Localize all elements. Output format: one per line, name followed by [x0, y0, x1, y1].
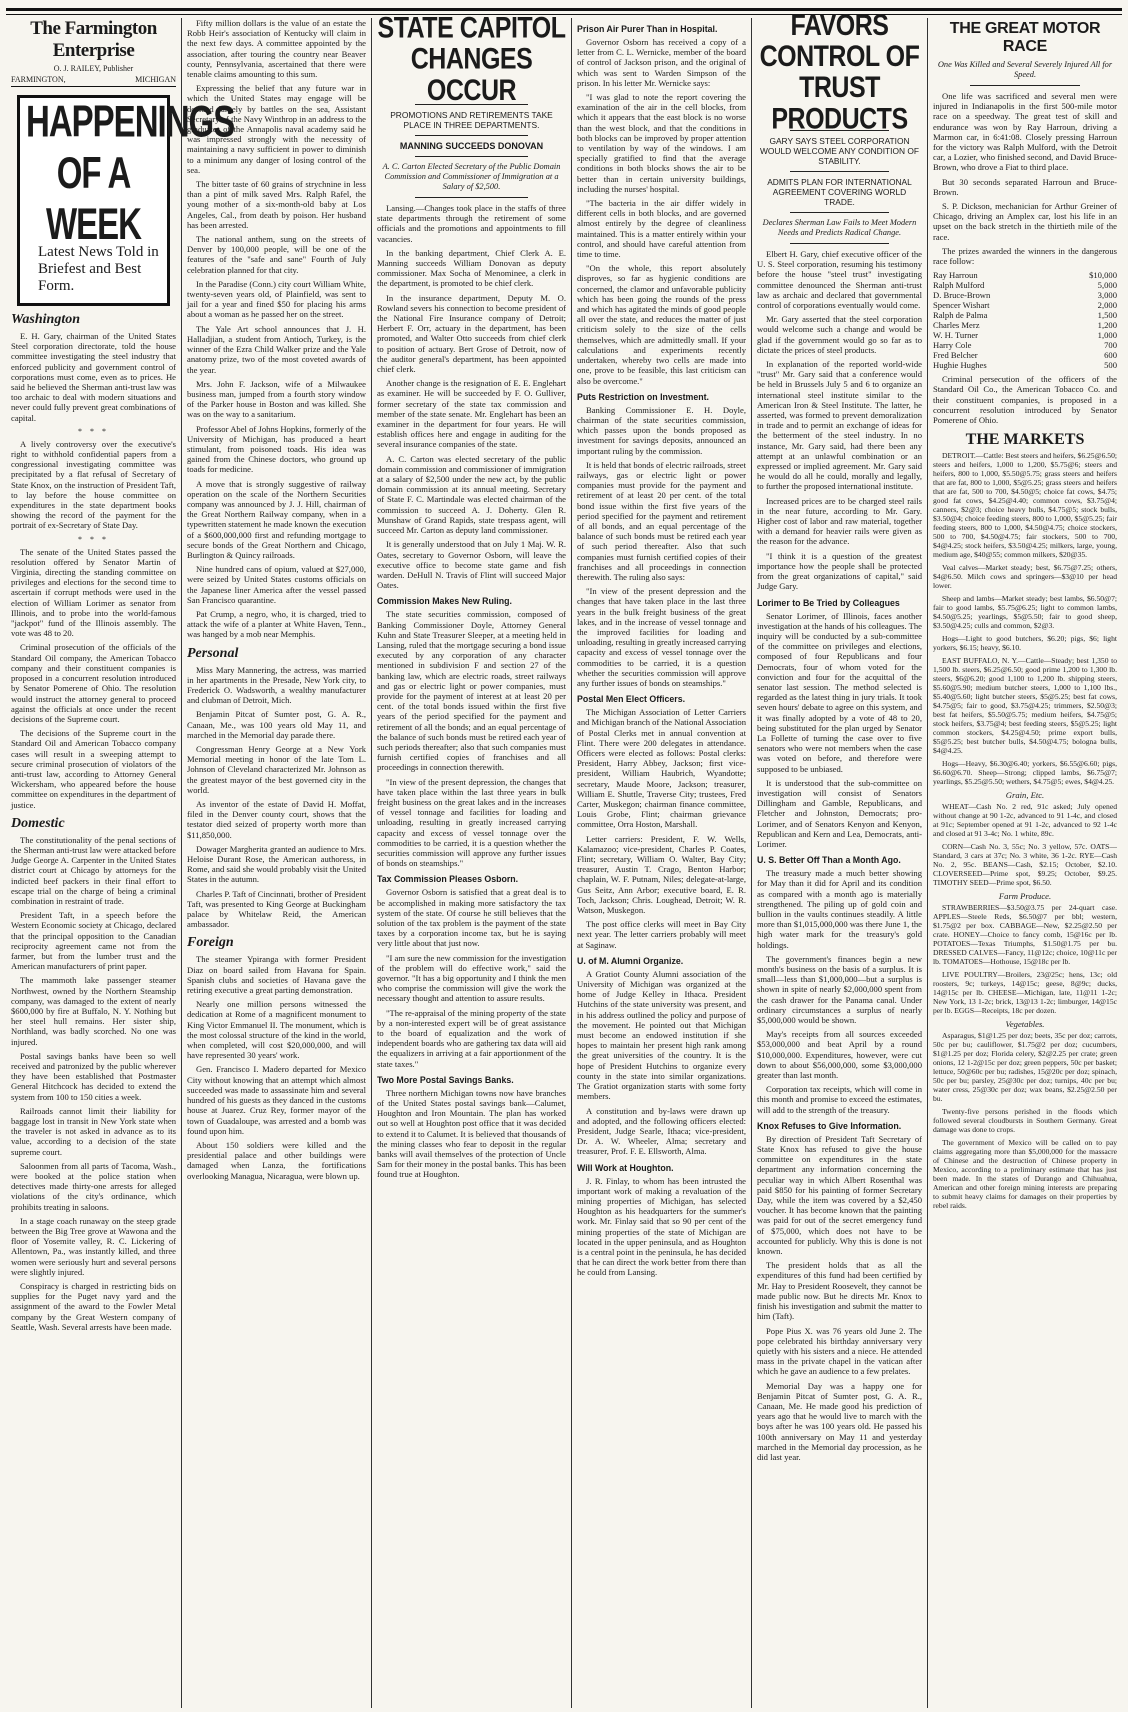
article-paragraph: In the insurance department, Deputy M. O. Rowland severs his connection to become president of the National Fire Insurance company of Detroit; Herbert F. Orr, actuary in the department, has been promoted, and Walter Otto succeeds from chief clerk to position of actuary. Bert Grose of Detroit, now of the auditor general's department, has been appointed chief clerk. — [377, 292, 566, 375]
deck: GARY SAYS STEEL CORPORATION WOULD WELCOME ANY CONDITION OF STABILITY. — [760, 136, 919, 166]
subheading: Commission Makes New Ruling. — [377, 596, 512, 607]
winner-amount: 1,000 — [1097, 330, 1117, 341]
columns — [6, 8, 1122, 1708]
winner-name: Spencer Wishart — [933, 300, 990, 311]
masthead — [11, 18, 176, 87]
article-paragraph: Lansing.—Changes took place in the staffs of three state departments through the retirement of some officials and the promotions and appointments to fill vacancies. — [377, 203, 566, 244]
subheading: Lorimer to Be Tried by Colleagues — [757, 597, 900, 608]
article-paragraph: The bitter taste of 60 grains of strychnine in less than a pint of milk saved Mrs. Ralph Rafel, the young mother of a six-month-old baby at Los Angeles, Cal., from death by poison. Her husband has been arrested. — [187, 179, 366, 230]
market-paragraph: CORN—Cash No. 3, 55c; No. 3 yellow, 57c. OATS—Standard, 3 cars at 37c; No. 3 white, 36 1-2c. RYE—Cash No. 2, 95c. BEANS—Cash, $2.15; October, $2.10. CLOVERSEED—Prime spot, $9.25; October, $9.25. TIMOTHY SEED—Prime spot, $6.50. — [933, 842, 1117, 888]
article-paragraph: Banking Commissioner E. H. Doyle, chairman of the state securities commission, which passes upon the bonds proposed as investment for savings deposits, announced an important ruling by the commission. — [577, 404, 746, 456]
separator: * * * — [78, 534, 109, 544]
subheading: Tax Commission Pleases Osborn. — [377, 874, 519, 885]
article-paragraph: "In view of the present depression and the changes that have taken place in the last three years in the bulk freight business of the great lakes, and in the increase of vessel tonnage and the improved facilities for loading and unloading, resulting in greatly increased carrying capacity and excess of vessel tonnage over the commodities to be carried, it is a question whether the securities commission will approve any further issues of bonds on steamships." — [577, 586, 746, 688]
place-left: FARMINGTON, — [11, 75, 66, 84]
article-paragraph: Mrs. John F. Jackson, wife of a Milwaukee business man, jumped from a fourth story window of the Parker house in Boston and was killed. She was on the way to a sanitarium. — [187, 378, 366, 420]
deck: One Was Killed and Several Severely Injured All for Speed. — [937, 60, 1113, 79]
deck: Declares Sherman Law Fails to Meet Modern Needs and Predicts Radical Change. — [762, 218, 917, 237]
article-paragraph: Memorial Day was a happy one for Benjamin Pitcat of Sumter post, G. A. R., Canaan, Me. He made good his prediction of years ago that he would live to march with the boys after he was 100 years old. He passed his 100th anniversary on May 11 and yesterday marched in the Memorial day procession, as he did last year. — [757, 1380, 922, 1462]
winner-amount: $10,000 — [1089, 270, 1117, 281]
article-paragraph: "The bacteria in the air differ widely in different cells in both blocks, and are governed almost entirely by the degree of cleanliness maintained. This is a matter entirely within your control, and should have careful attention from time to time. — [577, 198, 746, 260]
article-paragraph: A move that is strongly suggestive of railway operation on the scale of the Northern Securities company was announced by J. J. Hill, chairman of the Great Northern Railway company, when in a typewritten statement he made known the execution of a $600,000,000 first and refunding mortgage to secure bonds of the Great Northern and Chicago, Burlington & Quincy railroads. — [187, 478, 366, 560]
markets-heading: THE MARKETS — [965, 431, 1085, 449]
article-paragraph: "The re-appraisal of the mining property of the state by a non-interested expert will be of great assistance to the board of equalization and the work of independent boards who are gathering tax data will aid the equalizers in arriving at a fair apportionment of the state taxes." — [377, 1007, 566, 1069]
winner-amount: 3,000 — [1097, 290, 1117, 301]
article-paragraph: Charles P. Taft of Cincinnati, brother of President Taft, was presented to King George at Buckingham palace by Whitelaw Reid, the American ambassador. — [187, 888, 366, 930]
article-paragraph: Governor Osborn has received a copy of a letter from C. L. Wernicke, member of the board of control of Jackson prison, and the original of which was sent to Warden Simpson of the prison. In his letter Mr. Wernicke says: — [577, 37, 746, 88]
market-paragraph: Hogs—Light to good butchers, $6.20; pigs, $6; light yorkers, $6.15; heavy, $6.10. — [933, 634, 1117, 653]
place-right: MICHIGAN — [135, 75, 176, 84]
happenings-tagline: Latest News Told in Briefest and Best Form. — [38, 244, 159, 294]
prize-row — [933, 330, 1117, 340]
prize-row — [933, 270, 1117, 280]
winner-name: Harry Cole — [933, 340, 972, 351]
subheading: Knox Refuses to Give Information. — [757, 1120, 902, 1131]
article-paragraph: The prizes awarded the winners in the dangerous race follow: — [933, 245, 1117, 267]
article-paragraph: Elbert H. Gary, chief executive officer of the U. S. Steel corporation, resuming his testimony before the house "steel trust" investigating committee denounced the Sherman anti-trust law as archaic and declared that governmental control of corporations eventually would come. — [757, 249, 922, 311]
market-paragraph: WHEAT—Cash No. 2 red, 91c asked; July opened without change at 90 1-2c, advanced to 91 1-4c, and closed at 91c; September opened at 91 1-2c, advanced to 92 1-4c and closed at 91 3-4c; No. 1 white, 89c. — [933, 802, 1117, 839]
article-paragraph: Letter carriers: President, F. W. Wells, Kalamazoo; vice-president, Charles P. Coates, Flint; secretary, William O. Walter, Bay City; treasurer, Austin T. Crago, Benton Harbor; chaplain, W. F. Putnam, Niles; delegate-at-large, Gus Seitz, Ann Arbor; executive board, E. R. Toch, Jackson; Chris. Loughead, Detroit; W. R. Watson, Muskegon. — [577, 833, 746, 916]
subheading: Puts Restriction on Investment. — [577, 391, 709, 402]
article-paragraph: The president holds that as all the expenditures of this fund had been certified by Mr. Hay to President Roosevelt, they cannot be made public now. But he directs Mr. Knox to finish his investigation and submit the matter to him (Taft). — [757, 1260, 922, 1322]
article-paragraph: Benjamin Pitcat of Sumter post, G. A. R., Canaan, Me., was 100 years old May 11, and marched in the Memorial day parade there. — [187, 709, 366, 740]
happenings-banner — [17, 95, 235, 306]
prize-row — [933, 350, 1117, 360]
market-subheading: Vegetables. — [1005, 1019, 1045, 1030]
article-paragraph: The post office clerks will meet in Bay City next year. The letter carriers probably will meet at Saginaw. — [577, 919, 746, 950]
section-personal: Personal — [187, 645, 239, 661]
winner-name: Ralph de Palma — [933, 310, 988, 321]
subheading: U. S. Better Off Than a Month Ago. — [757, 855, 901, 866]
winner-amount: 700 — [1104, 340, 1117, 351]
article-paragraph: About 150 soldiers were killed and the presidential palace and other buildings were damaged when Lanza, the fortifications overlooking Managua, Nicaragua, were blown up. — [187, 1139, 366, 1181]
article-paragraph: But 30 seconds separated Harroun and Bruce-Brown. — [933, 176, 1117, 197]
article-paragraph: A Gratiot County Alumni association of the University of Michigan was organized at the home of Judge Kelley in Ithaca. President Hutchins of the state university was present, and in his address outlined the policy and purpose of the movement. He pointed out that Michigan must become an endowed institution if she hopes to maintain her present high rank among the great universities of the country. It is the hope of President Hutchins to organize every county in the state into similar organizations. The Gratiot organization starts with some forty members. — [577, 968, 746, 1102]
article-paragraph: Criminal persecution of the officers of the Standard Oil Co., the American Tobacco Co. and their constituent companies, is proposed in a concurrent resolution introduced by Senator Pomerene of Ohio. — [933, 374, 1117, 426]
article-paragraph: Governor Osborn is satisfied that a great deal is to be accomplished in making more satisfactory the tax system of the state. Of course he still believes that the solution of the tax problem is the payment of the state taxes by a corporation income tax, but he is saying very little about that just now. — [377, 887, 566, 949]
article-paragraph: "I was glad to note the report covering the examination of the air in the cell blocks, from which it appears that the east block is no worse than the west block, and that the conditions in both blocks can be improved by proper attention to ventilation by way of the windows. I am specially gratified to find that the average conditions in both blocks shows the air to be better than in certain university buildings, including the nurses' hospital. — [577, 92, 746, 194]
article-paragraph: One life was sacrificed and several men were injured in Indianapolis in the first 500-mile motor race on a speedway. The great test of skill and endurance was won by Ray Harroun, driving a Marmon car, in 6:41:08. Closely pressing Harroun for the victory was Ralph Mulford, with the Detroit car, a Lozier, who finished second, and David Bruce-Brown, who drove a Fiat to third place. — [933, 91, 1117, 173]
article-paragraph: It is understood that the sub-committee on investigation will consist of Senators Dillingham and Gamble, Republicans, and Fletcher and Johnston, Democrats; pro-Lorimer, and of Senators Kenyon and Kenyon, Republican and Kern and Lea, Democrats, anti-Lorimer. — [757, 777, 922, 849]
deck: MANNING SUCCEEDS DONOVAN — [399, 141, 544, 151]
article-paragraph: In explanation of the reported world-wide "trust" Mr. Gary said that a conference would be held in Brussels July 5 and 6 to organize an international steel institute similar to the American Iron & Steel Institute. The latter, he asserted, was formed to prevent demoralization in trade and to permit an exchange of ideas for the betterment of the steel industry. In no instance, Mr. Gary said, had there been any attempt at an unlawful combination or an expressed or implied agreement. Mr. Gary said he would do all he could, morally and legally, to further the proposed international institute. — [757, 359, 922, 492]
market-paragraph: Hogs—Heavy, $6.30@6.40; yorkers, $6.55@6.60; pigs, $6.60@6.70. Sheep—Strong; clipped lambs, $6.75@7; yearlings, $5.25@5.50; wethers, $4.75@5; ewes, $4@4.25. — [933, 759, 1117, 787]
article-paragraph: Nine hundred cans of opium, valued at $27,000, were seized by United States customs officials on the Japanese liner America after the vessel passed San Francisco quarantine. — [187, 564, 366, 605]
article-paragraph: Professor Abel of Johns Hopkins, formerly of the University of Michigan, has produced a heart stimulant, from poisoned toads. His idea was gained from the Chinese doctors, who ground up toads for medicine. — [187, 423, 366, 475]
article-paragraph: "I am sure the new commission for the investigation of the problem will do effective work," said the governor. "It has a big opportunity and I think the men who comprise the commission will give the work the necessary thought and attention to assure results. — [377, 952, 566, 1004]
column-3 — [372, 10, 572, 1708]
rule — [790, 243, 889, 244]
deck: ADMITS PLAN FOR INTERNATIONAL AGREEMENT COVERING WORLD TRADE. — [767, 177, 912, 207]
prize-row — [933, 310, 1117, 320]
deck: PROMOTIONS AND RETIREMENTS TAKE PLACE IN THREE DEPARTMENTS. — [390, 110, 553, 130]
winner-name: Fred Belcher — [933, 350, 978, 361]
winner-amount: 1,500 — [1097, 310, 1117, 321]
article-paragraph: Congressman Henry George at a New York Memorial meeting in honor of the late Tom L. Johnson of Cleveland characterized Mr. Johnson as the greatest mayor of the best governed city in the world. — [187, 744, 366, 795]
prize-row — [933, 360, 1117, 370]
place-line — [11, 75, 176, 87]
winner-name: Charles Merz — [933, 320, 980, 331]
article-paragraph: Twenty-five persons perished in the floods which followed several cloudbursts in Southern Germany. Great damage was done to crops. — [933, 1107, 1117, 1135]
rule — [790, 212, 889, 213]
rule — [790, 171, 889, 172]
prize-row — [933, 290, 1117, 300]
market-subheading: Grain, Etc. — [1005, 790, 1045, 801]
article-paragraph: The government's finances begin a new month's business on the basis of a surplus. It is small—less than $1,000,000—but a surplus is shown in spite of nearly $2,000,000 spent from the cash drawer for the Panama canal. Under ordinary circumstances a surplus of nearly $5,000,000 would be shown. — [757, 953, 922, 1026]
article-paragraph: The national anthem, sung on the streets of Denver by 100,000 people, will be one of the features of the "safe and sane" Fourth of July celebration planned for that city. — [187, 234, 366, 275]
market-paragraph: Asparagus, $1@1.25 per doz; beets, 35c per doz; carrots, 50c per bu; cauliflower, $1.75@2 per doz; cucumbers, $1@1.25 per doz; Florida celery, $2@2.25 per crate; green onions, 12 1-2@15c per doz; green peppers, 50c per basket; lettuce, 50@60c per bu; radishes, 15@20c per doz; spinach, 50c per bu; parsley, 25@30c per doz; turnips, 40c per bu; water cress, 25@30c per doz; wax beans, $2.25@2.50 per bu. — [933, 1031, 1117, 1104]
article-paragraph: A lively controversy over the executive's right to withhold confidential papers from a congressional investigating committee was precipitated by a flat refusal of Secretary of State Knox, on the instruction of President Taft, to lay before the house committee on expenditures in the state department books showing the record of the payment for the portrait of ex-Secretary of State Day. — [11, 438, 176, 531]
article-paragraph: S. P. Dickson, mechanician for Arthur Greiner of Chicago, driving an Amplex car, lost his life in an upset on the back stretch in the thirtieth mile of the race. — [933, 201, 1117, 242]
article-paragraph: President Taft, in a speech before the Western Economic society at Chicago, declared that the principal opposition to the Canadian reciprocity agreement came not from the farmer, but from the lumber trust and the American manufacturers of print paper. — [11, 910, 176, 972]
article-paragraph: It is held that bonds of electric railroads, street railways, gas or electric light or power companies must provide for the payment and retirement of at least 20 per cent. of the total bond issue within the first five years of the period specified for the payment and retirement of all bonds, and an equal percentage of the balance of such bonds must be retired each year of such period thereafter. Also that such companies must furnish certified copies of their franchises and all proceedings in connection therewith. The ruling also says: — [577, 459, 746, 582]
article-paragraph: Saloonmen from all parts of Tacoma, Wash., were booked at the police station when detectives made thirty-one arrests for alleged violations of the city's ordinance, which prohibits treating in saloons. — [11, 1160, 176, 1212]
section-domestic: Domestic — [11, 815, 65, 831]
subheading: Will Work at Houghton. — [577, 1162, 674, 1173]
article-paragraph: The Yale Art school announces that J. H. Halladjian, a student from Antioch, Turkey, is the winner of the Ezra Child Walker prize and the Yale anatomy prize, two of the most coveted awards of the year. — [187, 323, 366, 375]
rule — [415, 156, 528, 157]
article-paragraph: Criminal prosecution of the officials of the Standard Oil company, the American Tobacco company and their constituent companies is proposed in a concurrent resolution introduced by Senator Pomerene of Ohio. The resolution would instruct the attorney general to proceed against the officials at once under the recent decisions of the Supreme court. — [11, 642, 176, 724]
article-paragraph: "On the whole, this report absolutely disproves, so far as hygienic conditions are concerned, the clamor and unfavorable publicity which has been going the rounds of the press and which has agitated the minds of good people all over the state, and reduces the matter of just criticism solely to the size of the cells themselves, which are admittedly small. If your calculations and experiments recently undertaken, whereby two cells are made into one, prove to be feasible, this last criticism can also be overcome." — [577, 263, 746, 386]
article-paragraph: Gen. Francisco I. Madero departed for Mexico City without knowing that an attempt which almost succeeded was made to assassinate him and several hundred of his guests as they danced in the customs house at Juarez. Cruz Rey, former mayor of the town of Guadaloupe, was arrested and a bomb was found upon him. — [187, 1064, 366, 1136]
article-paragraph: The state securities commission, composed of Banking Commissioner Doyle, Attorney General Kuhn and State Treasurer Sleeper, at a meeting held in Lansing, ruled that the mortgage securing a bond issue executed by any corporation of any character mentioned in subdivision F and section 27 of the banking law, which are electric roads, street railways and gas or electric light or power companies, must provide for the payment of interest at at least 20 per cent. of the total bonds issued within the first five years of the period specified for the payment and retirement of all the bonds; and an equal percentage of the balance of such bonds must be retired each year of such periods thereafter; also that such companies must furnish certified copies of franchises and all proceedings in connection therewith. — [377, 609, 566, 773]
rule — [970, 85, 1080, 86]
article-paragraph: "I think it is a question of the greatest importance how the people shall be protected from the great organizations of capital," said Judge Gary. — [757, 550, 922, 592]
winner-name: W. H. Turner — [933, 330, 979, 341]
market-paragraph: DETROIT.—Cattle: Best steers and heifers, $6.25@6.50; steers and heifers, 1,000 to 1,200, $5.75@6; steers and heifers, 800 to 1,000, $5.50@5.75; grass steers and heifers that are fat, 800 to 1,000, $5@5.25; grass steers and heifers that are fat, 500 to 700, $4.50@5; choice fat cows, $4.75; good fat cows, $4.25@4.40; common cows, $3.75@4; canners, $2@3; choice heavy bulls, $4.75@5; stock bulls, $3.50@4; choice feeding steers, 800 to 1,000, $5@5.25; fair feeding steers, 800 to 1,000, $4.50@4.75; choice stockers, 500 to 700, $4.50@4.75; fair stockers, 500 to 700, $4@4.25; stock heifers, $3.50@4.25; milkers, large, young, medium age, $40@55; common milkers, $20@35. — [933, 451, 1117, 560]
article-paragraph: In the Paradise (Conn.) city court William White, twenty-seven years old, of Plainfield, was sent to jail for a year and fined $50 for placing his arms about a woman as he passed her on the street. — [187, 278, 366, 320]
article-paragraph: Conspiracy is charged in restricting bids on supplies for the Puget navy yard and the assignment of the award to the Fowler Metal company by the Great Western company of Seattle, Wash. Several arrests have been made. — [11, 1281, 176, 1332]
prize-table — [933, 270, 1117, 370]
article-paragraph: The decisions of the Supreme court in the Standard Oil and American Tobacco company cases will result in a sweeping attempt to secure criminal prosecution of violators of the anti-trust law, according to Attorney General Wickersham, who appeared before the house committee on expenditures in the department of justice. — [11, 728, 176, 810]
subheading: Prison Air Purer Than in Hospital. — [577, 24, 718, 34]
subheading: Two More Postal Savings Banks. — [377, 1074, 514, 1085]
article-paragraph: Mr. Gary asserted that the steel corporation would welcome such a change and would be glad if the government would go so far as to dictate the prices of steel products. — [757, 314, 922, 355]
article-paragraph: May's receipts from all sources exceeded $53,000,000 and beat April by a round $10,000,000. Expenditures, however, were cut down to about $56,000,000, some $3,000,000 greater than last month. — [757, 1029, 922, 1081]
article-paragraph: Senator Lorimer, of Illinois, faces another investigation at the hands of his colleagues. The inquiry will be conducted by a sub-committee of the committee on privileges and elections, composed of four Republicans and four Democrats, four of whom voted for the conviction and four for the acquittal of the senator last session. The method selected is regarded as the latest thing in jury trials. It took seven hours' debate to agree on this system, and it was finally adopted by a vote of 48 to 20, being substituted for the plan urged by Senator La Follette of turning the case over to five senators who were not members when the case was voted on before, and therefore were supposed to be unbiased. — [757, 610, 922, 774]
winner-name: Hughie Hughes — [933, 360, 987, 371]
headline-motor-race: THE GREAT MOTOR RACE — [949, 20, 1101, 55]
section-foreign: Foreign — [187, 935, 234, 951]
column-4 — [572, 18, 752, 1708]
article-paragraph: Pope Pius X. was 76 years old June 2. The pope celebrated his birthday anniversary very quietly with his sisters and a niece. He attended mass in the private chapel in the vatican after which he gave an audience to a few prelates. — [757, 1325, 922, 1377]
column-6 — [928, 18, 1122, 1708]
column-2 — [182, 18, 372, 1708]
article-paragraph: The mammoth lake passenger steamer Northwest, owned by the Northern Steamship company, was damaged to the extent of nearly $600,000 by fire at Buffalo, N. Y. Nothing but her steel hull remains. Her sister ship, Northland, was badly scorched. No one was injured. — [11, 975, 176, 1047]
rule — [415, 135, 528, 136]
section-washington: Washington — [11, 312, 80, 327]
article-paragraph: The steamer Ypiranga with former President Diaz on board sailed from Havana for Spain. Spanish clubs and societies of Havana gave the retiring executive a great parting demonstration. — [187, 954, 366, 996]
market-paragraph: LIVE POULTRY—Broilers, 23@25c; hens, 13c; old roosters, 9c; turkeys, 14@15c; geese, 8@9c; ducks, 14@15c per lb. CHEESE—Michigan, late, 11@11 1-2c; New York, 13 1-2c; brick, 13@13 1-2c; limburger, 14@15c per lb. EGGS—Receipts, 18c per dozen. — [933, 970, 1117, 1016]
headline-state-capitol: STATE CAPITOL CHANGES OCCUR — [377, 10, 566, 107]
prize-row — [933, 300, 1117, 310]
market-subheading: Farm Produce. — [998, 891, 1052, 902]
market-paragraph: STRAWBERRIES—$3.50@3.75 per 24-quart case. APPLES—Steele Reds, $6.50@7 per bbl; western, $1.75@2 per box. CABBAGE—New, $2.25@2.50 per crate. HONEY—Choice to fancy comb, 15@16c per lb. POTATOES—Texas Triumphs, $1.50@1.75 per bu. DRESSED CALVES—Fancy, 11@12c; choice, 10@11c per lb. TOMATOES—Hothouse, 15@18c per lb. — [933, 903, 1117, 967]
subheading: U. of M. Alumni Organize. — [577, 955, 684, 966]
winner-amount: 2,000 — [1097, 300, 1117, 311]
article-paragraph: In the banking department, Chief Clerk A. E. Manning succeeds William Donovan as deputy commissioner. Max Socha of Menominee, a clerk in the department, is promoted to be chief clerk. — [377, 247, 566, 289]
market-paragraph: Veal calves—Market steady; best, $6.75@7.25; others, $4@6.50. Milch cows and springers—$3@10 per head lower. — [933, 563, 1117, 591]
separator: * * * — [78, 426, 109, 436]
article-paragraph: The government of Mexico will be called on to pay claims aggregating more than $5,000,000 for the massacre of Chinese and the destruction of Chinese property in Mexico, according to a preliminary estimate that has just been made. In the states of Durango and Chihuahua, American and other foreign mining interests are preparing to submit heavy claims for damages on their properties by rebel raids. — [933, 1138, 1117, 1211]
article-paragraph: The treasury made a much better showing for May than it did for April and its condition as compared with a month ago is materially strengthened. The piling up of gold coin and bullion in the vaults continues steadily. A little more than $1,015,000,000 was there June 1, the high water mark for the treasury's gold holdings. — [757, 868, 922, 950]
article-paragraph: The Michigan Association of Letter Carriers and Michigan branch of the National Association of Postal Clerks met in annual convention at Flint. There were 200 delegates in attendance. Officers were elected as follows: Postal clerks: President, Harry Abbey, Jackson; first vice-president, William Haubrich, Wyandotte; secretary, Maude Moore, Jackson; treasurer, William E. Shuttle, Traverse City; trustees, Fred Carter, Muskegon; chairman finance committee, Louis Grobe, Flint; chairman grievance committee, Orra Hoston, Marshall. — [577, 707, 746, 830]
publisher-line: O. J. RAILEY, Publisher — [53, 64, 134, 73]
winner-name: Ray Harroun — [933, 270, 978, 281]
prize-row — [933, 280, 1117, 290]
article-paragraph: Expressing the belief that any future war in which the United States may engage will be decided largely by battles on the sea, Assistant Secretary of the Navy Winthrop in an address to the graduates of the Annapolis naval academy said he was impressed strongly with the necessity of maintaining a navy sufficient in power to diminish to a minimum any danger of losing control of the sea. — [187, 83, 366, 175]
prize-row — [933, 340, 1117, 350]
article-paragraph: Nearly one million persons witnessed the dedication at Rome of a magnificent monument to King Victor Emmanuel II. The monument, which is the most colossal structure of the kind in the world, when completed, will cost $20,000,000, and will have represented 30 years' work. — [187, 999, 366, 1061]
happenings-title: HAPPENINGS OF A WEEK — [26, 96, 235, 249]
article-paragraph: A. C. Carton was elected secretary of the public domain commission and commissioner of immigration at a salary of $2,500 under the new act, by the public domain commission at its annual meeting. Secretary of State F. C. Martindale was elected chairman of the commission to succeed A. J. Doherty. Glen R. Munshaw of Grand Rapids, state trespass agent, will succeed Mr. Carton as deputy land commissioner. — [377, 453, 566, 536]
prize-row — [933, 320, 1117, 330]
article-paragraph: It is generally understood that on July 1 Maj. W. R. Oates, secretary to Governor Osborn, will leave the executive office to become state game and fish warden. DeHull N. Travis of Flint will succeed Major Oates. — [377, 539, 566, 591]
market-paragraph: EAST BUFFALO, N. Y.—Cattle—Steady; best 1,350 to 1,500 lb. steers, $6.25@6.50; good prime 1,200 to 1,300 lb. steers, $6@6.20; good 1,100 to 1,200 lb. shipping steers, $5.60@5.90; medium butcher steers, 1,000 to 1,100 lbs., $5.40@5.60; light butcher steers, $5@5.25; best fat cows, $4.75@5; fair to good, $3.75@4.25; trimmers, $2.50@3; best fat heifers, $5.50@5.75; medium heifers, $4.75@5; stock heifers, $3.75@4; best feeding steers, $5@5.25; light common stockers, $4.25@4.50; prime export bulls, $5@5.25; best butcher bulls, $4.50@4.75; bologna bulls, $4@4.25. — [933, 656, 1117, 756]
article-paragraph: Corporation tax receipts, which will come in this month and promise to exceed the estimates, will add to the strength of the treasury. — [757, 1084, 922, 1115]
rule — [415, 197, 528, 198]
winner-amount: 500 — [1104, 360, 1117, 371]
article-paragraph: In a stage coach runaway on the steep grade between the Big Tree grove at Wawona and the floor of Yosemite valley, R. C. Lickering of Allentown, Pa., was instantly killed, and three women were seriously hurt and several persons were slightly injured. — [11, 1215, 176, 1277]
article-paragraph: Another change is the resignation of E. E. Englehart as examiner. He will be succeeded by F. O. Gulliver, former secretary of the state tax commission and member of the state senate. Mr. Englehart has been an examiner in the department for four years. He will establish offices here and engage in auditing for the several insurance companies of the state. — [377, 378, 566, 450]
article-paragraph: A constitution and by-laws were drawn up and adopted, and the following officers elected: President, Judge Searle, Ithaca; vice-president, Dr. A. W. Wheeler, Alma; secretary and treasurer, Prof. F. E. Ellsworth, Alma. — [577, 1105, 746, 1157]
article-paragraph: Three northern Michigan towns now have branches of the United States postal savings bank—Calumet, Houghton and Iron Mountain. The plan has worked out so well at Houghton post office that it was decided to extend it to Calumet. It is believed that thousands of the mining classes who fear to deposit in the regular banks will avail themselves of the protection of Uncle Sam for their money in the postal banks. This has been found true at Houghton. — [377, 1087, 566, 1180]
article-paragraph: Miss Mary Mannering, the actress, was married in her apartments in the Presade, New York city, to Frederick O. Wadsworth, a wealthy manufacturer and clubman of Detroit, Mich. — [187, 664, 366, 706]
winner-amount: 5,000 — [1097, 280, 1117, 291]
article-paragraph: Railroads cannot limit their liability for baggage lost in transit in New York state when the traveler is not asked in advance as to its value, according to a decision of the state supreme court. — [11, 1105, 176, 1157]
article-paragraph: "In view of the present depression, the changes that have taken place within the last three years in bulk freight business on the great lakes and in the increases of vessel tonnage and facilities for loading and unloading, resulting in greatly increased carrying capacity and excess of vessel tonnage over the commodities to be carried, it is a question whether the securities commission will approve any further issues of bonds on steamships." — [377, 776, 566, 869]
article-paragraph: Postal savings banks have been so well received and patronized by the public wherever they have been established that Postmaster General Hitchcock has decided to extend the system from 100 to 150 cities a week. — [11, 1050, 176, 1102]
deck: A. C. Carton Elected Secretary of the Public Domain Commission and Commissioner of Immigration at a Salary of $2,500. — [382, 162, 561, 191]
market-paragraph: Sheep and lambs—Market steady; best lambs, $6.50@7; fair to good lambs, $5.75@6.25; light to common lambs, $4.50@5.25; yearlings, $5@5.50; fair to good sheep, $3.50@4.25; culls and common, $2@3. — [933, 594, 1117, 631]
article-paragraph: The constitutionality of the penal sections of the Sherman anti-trust law were attacked before Judge George A. Carpenter in the United States district court at Chicago by attorneys for the indicted beef packers in their final effort to escape trial on the charge of being a criminal combination in restraint of trade. — [11, 834, 176, 906]
article-paragraph: Fifty million dollars is the value of an estate the Robb Heir's association of Kentucky will claim in the next few days. A committee appointed by the association, after touring the country near Beaver county, Pennsylvania, ascertained that there were tenable claims amounting to this sum. — [187, 18, 366, 80]
newspaper-name: The Farmington Enterprise — [30, 18, 157, 61]
article-paragraph: By direction of President Taft Secretary of State Knox has refused to give the house committee on expenditures in the state department any information concerning the peculiar way in which Albert Rosenthal was paid $850 for his painting of former Secretary Day, while the item was covered by a $2,450 voucher. It has become known that the painting was paid for out of the secret emergency fund of $75,000, which does not have to be accounted for publicly. Why this is done is not known. — [757, 1133, 922, 1257]
article-paragraph: The senate of the United States passed the resolution offered by Senator Martin of Virginia, directing the standing committee on privileges and elections for the second time to ascertain if corrupt methods were used in the election of William Lorimer as senator from Illinois, and to probe into the world-famous "jackpot" fund of the Illinois assembly. The vote was 48 to 20. — [11, 546, 176, 639]
winner-name: D. Bruce-Brown — [933, 290, 991, 301]
winner-name: Ralph Mulford — [933, 280, 985, 291]
markets-report — [933, 451, 1117, 1210]
winner-amount: 600 — [1104, 350, 1117, 361]
article-paragraph: E. H. Gary, chairman of the United States Steel corporation directorate, told the house committee investigating the steel industry that enforced publicity and government control of corporations must come, even as to prices. He said he believed the Sherman anti-trust law was too archaic to deal with modern situations and never could fully prevent great combinations of capital. — [11, 331, 176, 423]
article-paragraph: Pat Crump, a negro, who, it is charged, tried to attack the wife of a planter at White Haven, Tenn., was hanged by a mob near Memphis. — [187, 608, 366, 640]
headline-trust-products: FAVORS CONTROL OF TRUST PRODUCTS — [759, 8, 920, 136]
winner-amount: 1,200 — [1097, 320, 1117, 331]
article-paragraph: Dowager Margherita granted an audience to Mrs. Heloise Durant Rose, the American authoress, in Rome, and said she would probably visit the United States in the autumn. — [187, 843, 366, 885]
article-paragraph: As inventor of the estate of David H. Moffat, filed in the Denver county court, shows that the testator died seized of property worth more than $11,850,000. — [187, 799, 366, 840]
article-paragraph: J. R. Finlay, to whom has been intrusted the important work of making a revaluation of the mining properties of Michigan, has selected Houghton as his headquarters for the summer's work. Mr. Finlay said that so 90 per cent of the mining properties of the state of Michigan are located in the upper peninsula, and as Houghton is a central point in the peninsula, he has decided that he can direct the work better from there than he could from Lansing. — [577, 1175, 746, 1278]
subheading: Postal Men Elect Officers. — [577, 694, 686, 705]
column-5 — [752, 8, 928, 1708]
article-paragraph: Increased prices are to be charged steel rails in the near future, according to Mr. Gary. Higher cost of labor and raw material, together with a demand for heavier rails were given as the reason for the advance. — [757, 495, 922, 547]
